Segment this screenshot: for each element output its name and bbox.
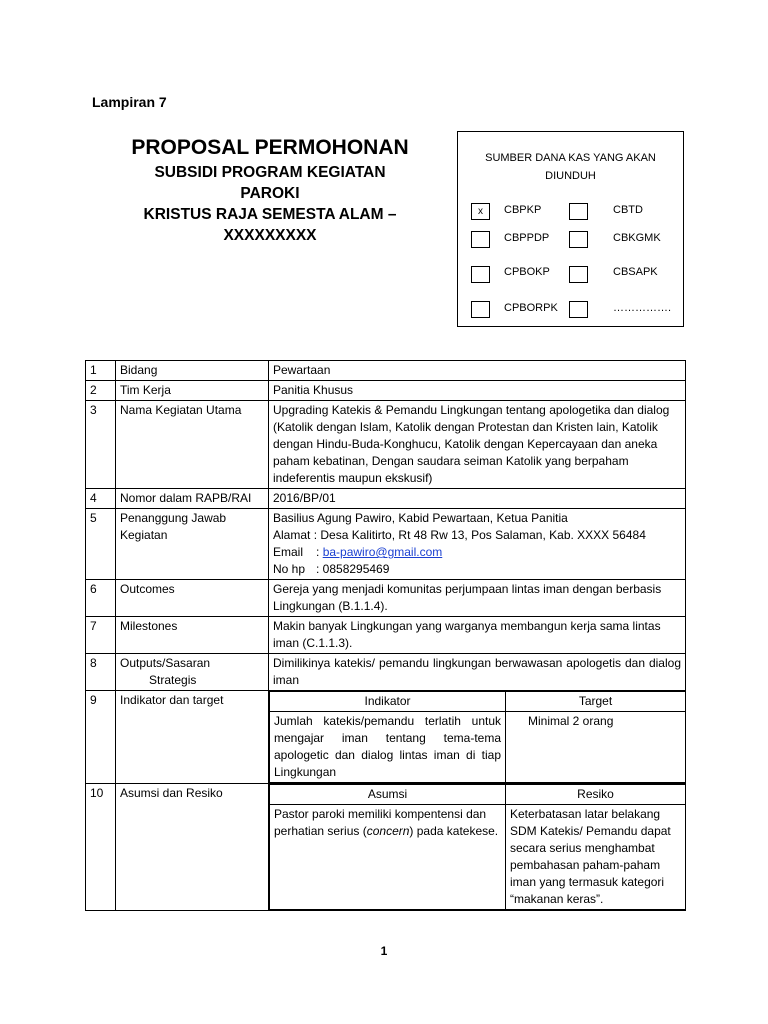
checkbox-cbkgmk[interactable] bbox=[569, 231, 588, 248]
row-value-pj bbox=[269, 509, 686, 580]
assumption-text-pre: Pastor paroki memiliki kompentensi dan perhatian serius ( bbox=[274, 807, 487, 838]
row-value: 2016/BP/01 bbox=[269, 489, 686, 509]
pj-email bbox=[273, 544, 681, 561]
fund-source-box bbox=[457, 131, 684, 327]
table-row bbox=[86, 580, 686, 617]
page-number: 1 bbox=[380, 944, 388, 958]
pj-address-value: : Desa Kalitirto, Rt 48 Rw 13, Pos Salaman, Kab. XXXX 56484 bbox=[313, 528, 646, 542]
proposal-table bbox=[85, 360, 686, 911]
row-number: 2 bbox=[86, 381, 116, 401]
table-row bbox=[86, 381, 686, 401]
indicator-header-row bbox=[270, 692, 686, 712]
table-row bbox=[86, 361, 686, 381]
checkbox-label-cbsapk: CBSAPK bbox=[613, 266, 658, 278]
assumption-text-italic: concern bbox=[366, 824, 410, 838]
row-value: Upgrading Katekis & Pemandu Lingkungan tentang apologetika dan dialog (Katolik dengan Islam, Katolik dengan Protestan dan Kristen lain, Katolik dengan Hindu-Buda-Konghucu, Katolik dengan Kepercayaan dan aneka paham kebatinan, Dengan saudara seiman Katolik yang berpaham indeferentis maupun ekskusif) bbox=[269, 401, 686, 489]
checkbox-label-cpborpk: CPBORPK bbox=[504, 302, 558, 314]
checkbox-label-cbppdp: CBPPDP bbox=[504, 232, 550, 244]
pj-name: Basilius Agung Pawiro, Kabid Pewartaan, Ketua Panitia bbox=[273, 511, 568, 525]
title-block bbox=[120, 134, 420, 246]
indicator-table bbox=[269, 691, 685, 783]
row-number: 7 bbox=[86, 617, 116, 654]
pj-email-sep: : bbox=[316, 545, 320, 559]
checkbox-label-cbkgmk: CBKGMK bbox=[613, 232, 661, 244]
assumption-cell bbox=[269, 784, 686, 911]
row-value: Gereja yang menjadi komunitas perjumpaan lintas iman dengan berbasis Lingkungan (B.1.1.4). bbox=[269, 580, 686, 617]
table-row bbox=[86, 617, 686, 654]
checkbox-label-cbpkp: CBPKP bbox=[504, 204, 542, 216]
risk-header: Resiko bbox=[506, 785, 686, 805]
row-value: Pewartaan bbox=[269, 361, 686, 381]
assumption-text-post: ) pada katekese. bbox=[409, 824, 499, 838]
indicator-value: Jumlah katekis/pemandu terlatih untuk mengajar iman tentang tema-tema apologetic dan dialog lintas iman di tiap Lingkungan bbox=[270, 712, 506, 783]
checkbox-label-other: ……………. bbox=[613, 302, 672, 314]
attachment-label: Lampiran 7 bbox=[92, 94, 167, 110]
row-value: Dimilikinya katekis/ pemandu lingkungan berwawasan apologetis dan dialog iman bbox=[269, 654, 686, 691]
title-line-3: PAROKI bbox=[240, 185, 300, 202]
checkbox-label-cpbokp: CPBOKP bbox=[504, 266, 550, 278]
row-label: Nomor dalam RAPB/RAI bbox=[116, 489, 269, 509]
row-value: Panitia Khusus bbox=[269, 381, 686, 401]
checkbox-other[interactable] bbox=[569, 301, 588, 318]
pj-phone-label: No hp bbox=[273, 562, 306, 576]
row-number: 5 bbox=[86, 509, 116, 580]
checkbox-cpborpk[interactable] bbox=[471, 301, 490, 318]
fund-source-title-line-1: SUMBER DANA KAS YANG AKAN bbox=[485, 152, 656, 164]
title-line-2: SUBSIDI PROGRAM KEGIATAN bbox=[154, 164, 386, 181]
checkbox-cbtd[interactable] bbox=[569, 203, 588, 220]
row-label-line-1: Outputs/Sasaran bbox=[120, 656, 211, 670]
indicator-header: Indikator bbox=[270, 692, 506, 712]
pj-email-label: Email bbox=[273, 545, 304, 559]
pj-phone-value: : 0858295469 bbox=[316, 562, 390, 576]
assumption-header-row bbox=[270, 785, 686, 805]
row-label bbox=[116, 654, 269, 691]
checkbox-label-cbtd: CBTD bbox=[613, 204, 643, 216]
checkbox-cbsapk[interactable] bbox=[569, 266, 588, 283]
pj-email-link[interactable]: ba-pawiro@gmail.com bbox=[322, 545, 443, 559]
table-row bbox=[86, 691, 686, 784]
row-number: 9 bbox=[86, 691, 116, 784]
assumption-row bbox=[270, 805, 686, 910]
assumption-header: Asumsi bbox=[270, 785, 506, 805]
row-value: Makin banyak Lingkungan yang warganya membangun kerja sama lintas iman (C.1.1.3). bbox=[269, 617, 686, 654]
checkbox-cbppdp[interactable] bbox=[471, 231, 490, 248]
row-label: Milestones bbox=[116, 617, 269, 654]
indicator-row bbox=[270, 712, 686, 783]
checkbox-cpbokp[interactable] bbox=[471, 266, 490, 283]
pj-address bbox=[273, 527, 681, 544]
row-label: Tim Kerja bbox=[116, 381, 269, 401]
table-row bbox=[86, 509, 686, 580]
row-label: Penanggung Jawab Kegiatan bbox=[116, 509, 269, 580]
row-number: 4 bbox=[86, 489, 116, 509]
row-number: 1 bbox=[86, 361, 116, 381]
proposal-title: PROPOSAL PERMOHONAN bbox=[131, 136, 409, 159]
row-number: 6 bbox=[86, 580, 116, 617]
row-number: 8 bbox=[86, 654, 116, 691]
fund-source-title bbox=[458, 149, 683, 185]
assumption-table bbox=[269, 784, 685, 910]
table-row bbox=[86, 489, 686, 509]
table-row bbox=[86, 654, 686, 691]
fund-source-title-line-2: DIUNDUH bbox=[545, 170, 596, 182]
pj-address-label: Alamat bbox=[273, 528, 311, 542]
risk-value: Keterbatasan latar belakang SDM Katekis/ Pemandu dapat secara serius menghambat pembahasan paham-paham iman yang termasuk kategori “makanan keras”. bbox=[506, 805, 686, 910]
row-number: 3 bbox=[86, 401, 116, 489]
checkbox-cbpkp[interactable]: x bbox=[471, 203, 490, 220]
assumption-value bbox=[270, 805, 506, 910]
target-header: Target bbox=[506, 692, 686, 712]
indicator-cell bbox=[269, 691, 686, 784]
target-value: Minimal 2 orang bbox=[506, 712, 686, 783]
row-label: Outcomes bbox=[116, 580, 269, 617]
row-number: 10 bbox=[86, 784, 116, 911]
title-line-4: KRISTUS RAJA SEMESTA ALAM – bbox=[143, 206, 397, 223]
table-row bbox=[86, 784, 686, 911]
row-label: Nama Kegiatan Utama bbox=[116, 401, 269, 489]
title-line-5: XXXXXXXXX bbox=[223, 227, 317, 244]
row-label: Indikator dan target bbox=[116, 691, 269, 784]
pj-phone bbox=[273, 561, 681, 578]
row-label: Bidang bbox=[116, 361, 269, 381]
row-label-line-2: Strategis bbox=[149, 673, 197, 687]
row-label: Asumsi dan Resiko bbox=[116, 784, 269, 911]
table-row bbox=[86, 401, 686, 489]
